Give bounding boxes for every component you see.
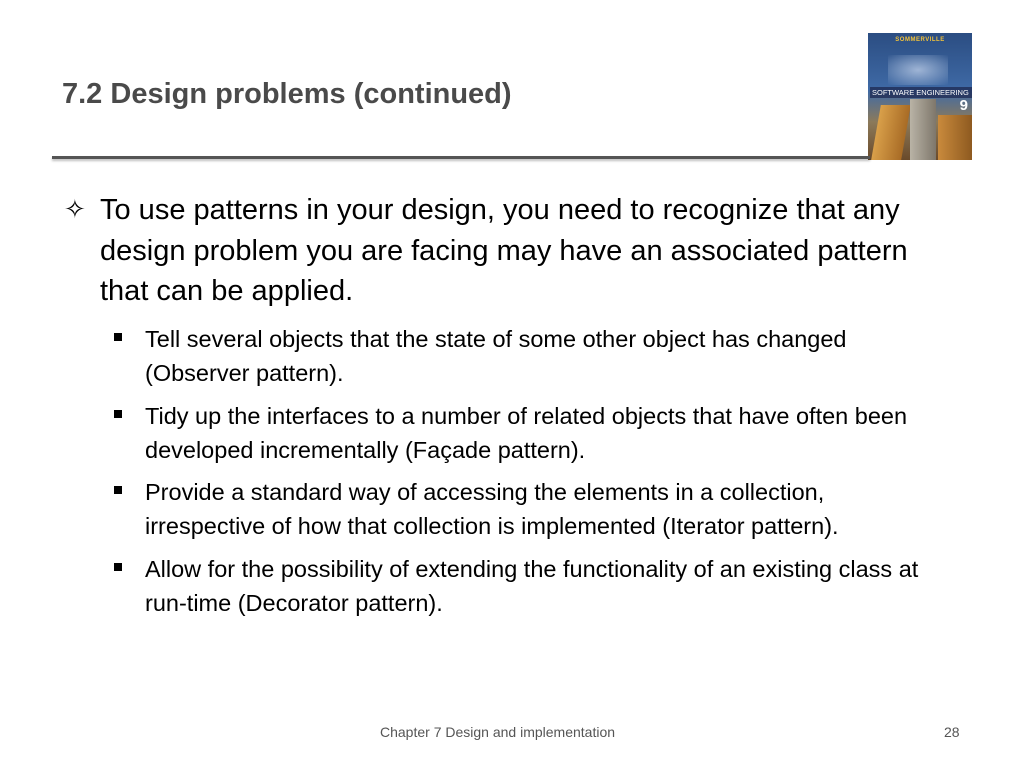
book-cover-title: SOFTWARE ENGINEERING: [870, 87, 972, 98]
title-divider: [52, 156, 870, 159]
square-bullet-icon: [114, 563, 122, 571]
square-bullet-icon: [114, 486, 122, 494]
cover-building-shape: [910, 99, 936, 160]
list-item-text: Tidy up the interfaces to a number of related objects that have often been developed incrementally (Façade pattern).: [145, 402, 908, 463]
list-item-text: Allow for the possibility of extending the functionality of an existing class at run-time (Decorator pattern).: [145, 555, 919, 616]
book-cover-author: SOMMERVILLE: [895, 37, 945, 43]
list-item: [114, 399, 934, 467]
list-item: [114, 552, 934, 620]
footer-chapter: Chapter 7 Design and implementation: [380, 724, 616, 740]
list-item: [114, 475, 934, 543]
square-bullet-icon: [114, 333, 122, 341]
list-item-text: Tell several objects that the state of some other object has changed (Observer pattern).: [145, 326, 847, 386]
cover-building-shape: [938, 115, 972, 160]
four-pointed-star-icon: ✧: [64, 195, 86, 225]
list-item-text: Provide a standard way of accessing the elements in a collection, irrespective of how that collection is implemented (Iterator pattern).: [145, 479, 839, 539]
footer-page-number: 28: [944, 724, 960, 740]
square-bullet-icon: [114, 410, 122, 418]
list-item: [114, 322, 934, 390]
main-bullet-text: To use patterns in your design, you need to recognize that any design problem you are facing may have an associated pattern that can be applied.: [100, 194, 908, 307]
cover-sky-highlight: [888, 55, 948, 85]
sub-bullet-list: [114, 322, 934, 628]
book-cover-image: [868, 33, 972, 160]
slide-title: 7.2 Design problems (continued): [62, 78, 512, 110]
cover-building-shape: [871, 105, 911, 160]
book-cover-edition: 9: [959, 97, 968, 114]
main-bullet: [64, 190, 924, 312]
